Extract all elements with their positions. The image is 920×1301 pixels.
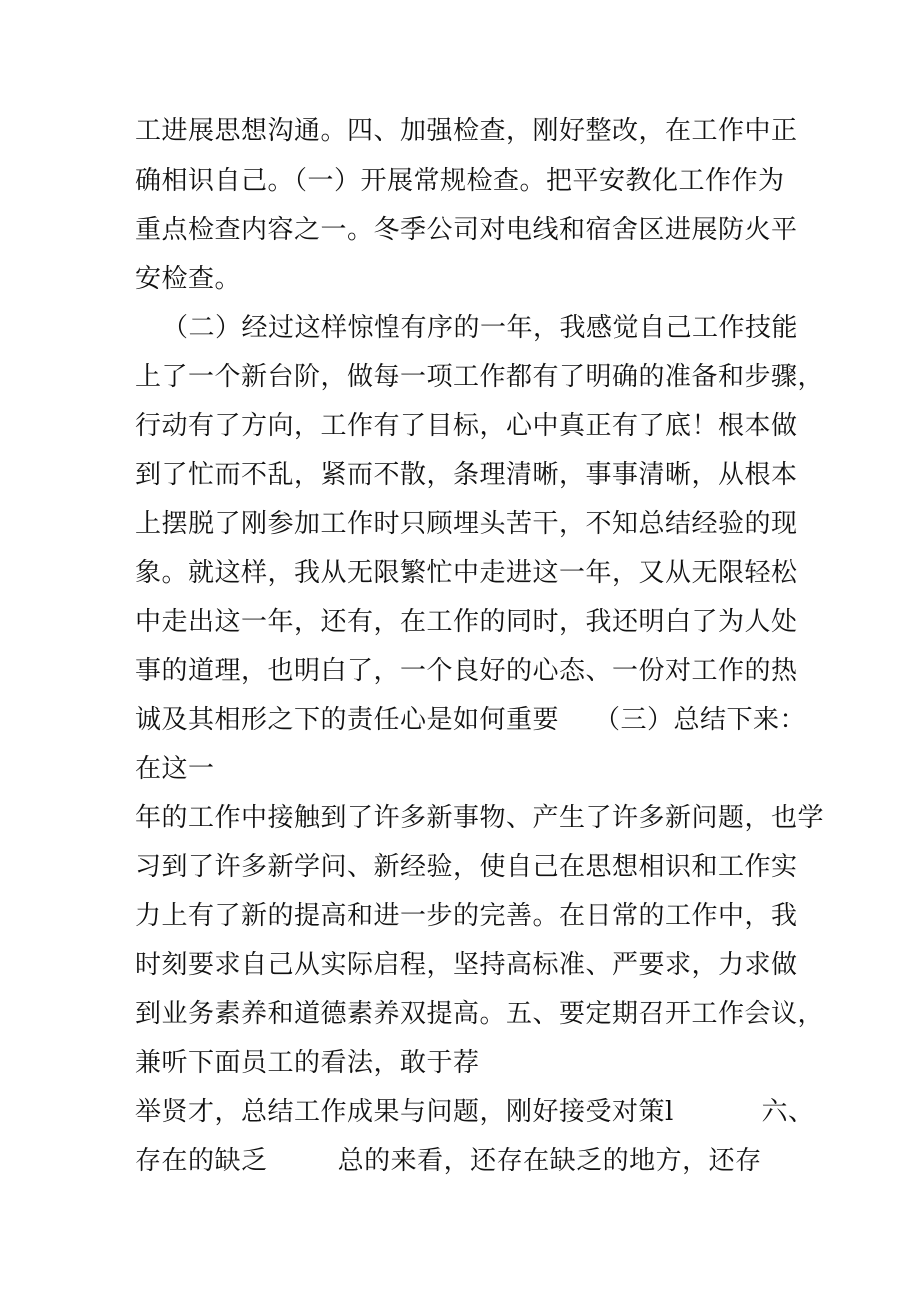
text-line-13: 诚及其相形之下的责任心是如何重要 （三）总结下来：: [135, 705, 807, 735]
text-line-17: 力上有了新的提高和进一步的完善。在日常的工作中，我: [135, 901, 798, 931]
text-line-8: 到了忙而不乱，紧而不散，条理清晰，事事清晰，从根本: [135, 460, 798, 490]
text-line-4: 安检查。: [135, 264, 242, 294]
text-line-14: 在这一: [135, 754, 215, 784]
text-line-21: 举贤才，总结工作成果与问题，刚好接受对策l 六、: [135, 1097, 815, 1127]
text-line-10: 象。就这样，我从无限繁忙中走进这一年，又从无限轻松: [135, 558, 798, 588]
text-line-20: 兼听下面员工的看法，敢于荐: [135, 1048, 480, 1078]
text-line-18: 时刻要求自己从实际启程，坚持高标准、严要求，力求做: [135, 950, 798, 980]
text-line-3: 重点检查内容之一。冬季公司对电线和宿舍区进展防火平: [135, 215, 798, 245]
text-line-6: 上了一个新台阶，做每一项工作都有了明确的准备和步骤，: [135, 362, 825, 392]
text-line-16: 习到了许多新学问、新经验，使自己在思想相识和工作实: [135, 852, 798, 882]
text-line-12: 事的道理，也明白了，一个良好的心态、一份对工作的热: [135, 656, 798, 686]
text-line-19: 到业务素养和道德素养双提高。五、要定期召开工作会议，: [135, 999, 825, 1029]
text-line-1: 工进展思想沟通。四、加强检查，刚好整改，在工作中正: [135, 116, 798, 146]
text-line-5: （二）经过这样惊惶有序的一年，我感觉自己工作技能: [162, 313, 799, 343]
text-line-9: 上摆脱了刚参加工作时只顾埋头苦干，不知总结经验的现: [135, 509, 798, 539]
text-line-2: 确相识自己。（一）开展常规检查。把平安教化工作作为: [135, 166, 785, 196]
text-line-7: 行动有了方向，工作有了目标，心中真正有了底！根本做: [135, 411, 798, 441]
text-line-22: 存在的缺乏 总的来看，还存在缺乏的地方，还存: [135, 1146, 762, 1176]
text-line-15: 年的工作中接触到了许多新事物、产生了许多新问题，也学: [135, 803, 825, 833]
text-line-11: 中走出这一年，还有，在工作的同时，我还明白了为人处: [135, 607, 798, 637]
